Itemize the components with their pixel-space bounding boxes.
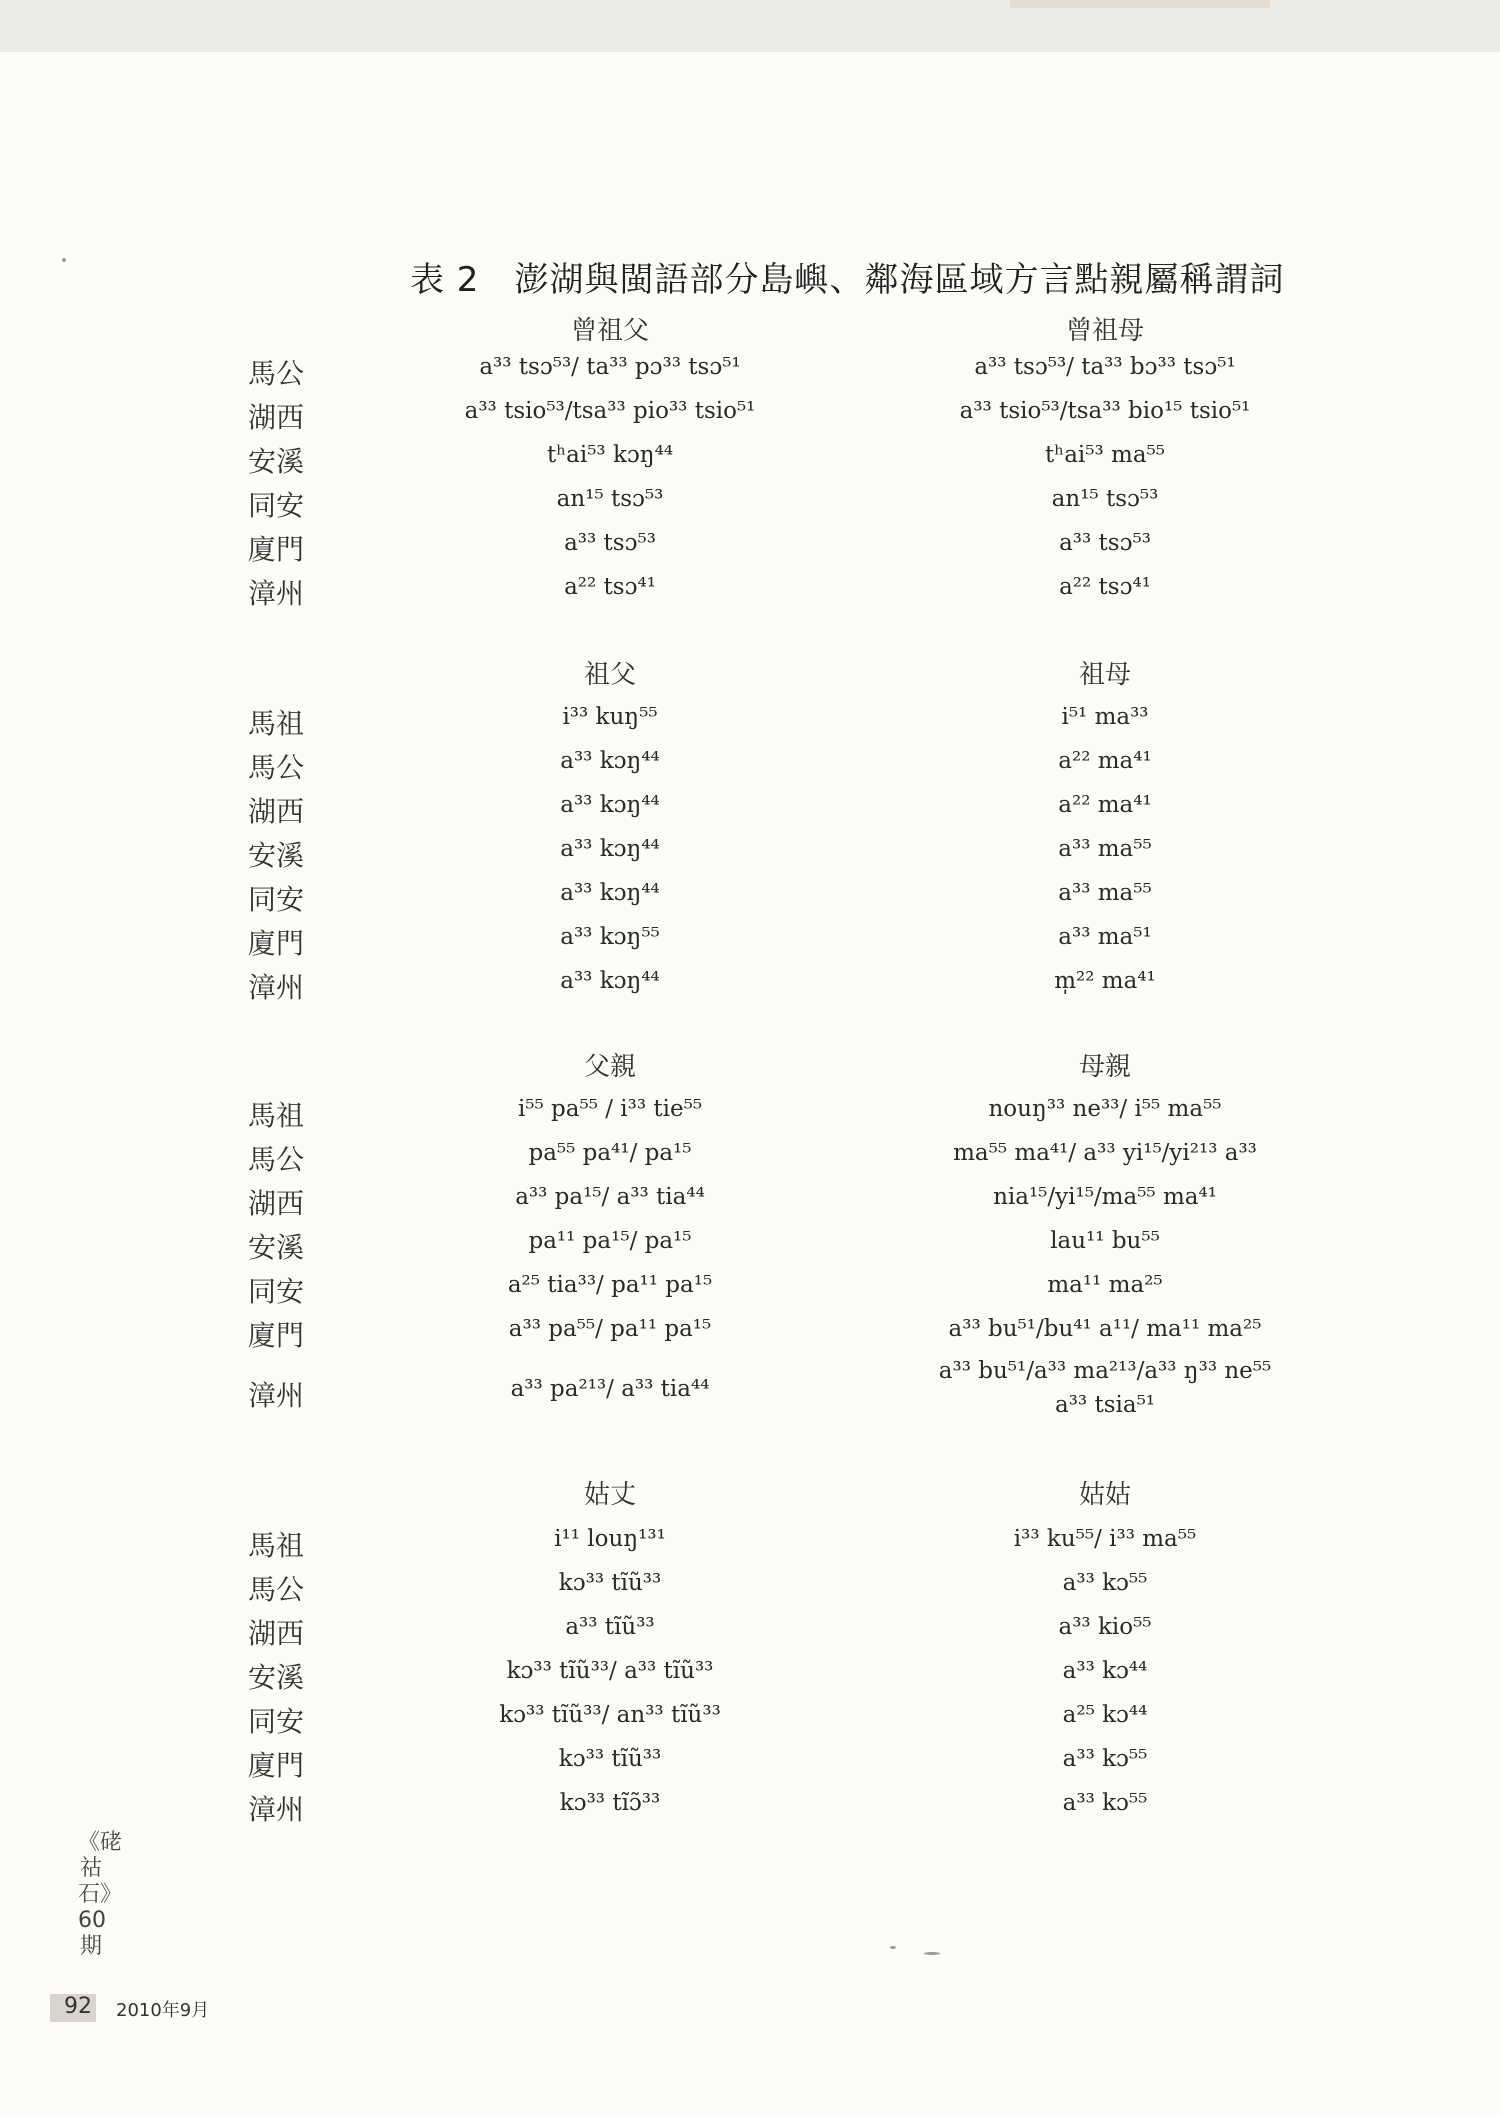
col-head-1: 父親 — [583, 1052, 637, 1082]
term-cell: a³³ bu⁵¹/a³³ ma²¹³/a³³ ŋ³³ ne⁵⁵ — [938, 1358, 1272, 1384]
term-cell-continued: a³³ tsia⁵¹ — [1054, 1392, 1156, 1418]
term-cell: a²⁵ kɔ⁴⁴ — [1062, 1702, 1148, 1728]
term-cell: tʰai⁵³ ma⁵⁵ — [1045, 442, 1165, 468]
place-name: 同安 — [248, 489, 305, 522]
table-row — [0, 1314, 1500, 1358]
table-row — [0, 1612, 1500, 1656]
place-name: 湖西 — [248, 1187, 305, 1220]
table-row — [0, 1182, 1500, 1226]
place-name: 馬祖 — [248, 707, 305, 740]
place-name: 廈門 — [248, 1749, 305, 1782]
term-cell: pa¹¹ pa¹⁵/ pa¹⁵ — [528, 1228, 692, 1254]
term-cell: a³³ tsɔ⁵³/ ta³³ pɔ³³ tsɔ⁵¹ — [479, 354, 741, 380]
table-row — [0, 1358, 1500, 1446]
term-cell: a²² tsɔ⁴¹ — [1059, 574, 1151, 600]
col-head-2: 祖母 — [1078, 660, 1132, 690]
term-cell: a²² ma⁴¹ — [1058, 748, 1152, 774]
term-cell: a³³ tsɔ⁵³ — [564, 530, 656, 556]
journal-sidebar: 《硓祜石》60期 — [78, 1830, 123, 1959]
top-scan-band — [0, 0, 1500, 52]
term-cell: a³³ kɔ⁵⁵ — [1062, 1570, 1148, 1596]
place-name: 漳州 — [248, 1793, 305, 1826]
place-name: 同安 — [248, 1275, 305, 1308]
term-cell: an¹⁵ tsɔ⁵³ — [556, 486, 664, 512]
table-row — [0, 834, 1500, 878]
term-cell: ma¹¹ ma²⁵ — [1047, 1272, 1163, 1298]
term-cell: a³³ kɔŋ⁴⁴ — [560, 792, 660, 818]
term-cell: a²² tsɔ⁴¹ — [564, 574, 656, 600]
term-cell: lau¹¹ bu⁵⁵ — [1050, 1228, 1160, 1254]
term-cell: i⁵¹ ma³³ — [1061, 704, 1149, 730]
table-row — [0, 528, 1500, 572]
table-row — [0, 746, 1500, 790]
term-cell: tʰai⁵³ kɔŋ⁴⁴ — [546, 442, 674, 468]
issue-date: 2010年9月 — [116, 2000, 210, 2021]
term-cell: kɔ³³ tĩɔ̃³³ — [559, 1790, 661, 1816]
table-row — [0, 396, 1500, 440]
place-name: 漳州 — [248, 1379, 305, 1412]
table-row — [0, 790, 1500, 834]
col-head-1: 曾祖父 — [570, 316, 650, 346]
scan-speck — [62, 258, 66, 262]
table-row — [0, 352, 1500, 396]
place-name: 安溪 — [248, 445, 305, 478]
term-cell: a²⁵ tia³³/ pa¹¹ pa¹⁵ — [507, 1272, 713, 1298]
table-row — [0, 1744, 1500, 1788]
place-name: 馬公 — [248, 1143, 305, 1176]
place-name: 馬公 — [248, 357, 305, 390]
table-title: 表 2 澎湖與閩語部分島嶼、鄰海區域方言點親屬稱謂詞 — [410, 260, 1285, 300]
place-name: 馬祖 — [248, 1529, 305, 1562]
table-row — [0, 1700, 1500, 1744]
table-row — [0, 922, 1500, 966]
term-cell: a³³ bu⁵¹/bu⁴¹ a¹¹/ ma¹¹ ma²⁵ — [948, 1316, 1262, 1342]
term-cell: kɔ³³ tĩũ³³/ an³³ tĩũ³³ — [499, 1702, 721, 1728]
table-row — [0, 878, 1500, 922]
table-row — [0, 1656, 1500, 1700]
place-name: 同安 — [248, 1705, 305, 1738]
term-cell: a³³ tsio⁵³/tsa³³ pio³³ tsio⁵¹ — [464, 398, 756, 424]
term-cell: pa⁵⁵ pa⁴¹/ pa¹⁵ — [528, 1140, 692, 1166]
place-name: 安溪 — [248, 1661, 305, 1694]
table-row — [0, 702, 1500, 746]
term-cell: nouŋ³³ ne³³/ i⁵⁵ ma⁵⁵ — [988, 1096, 1222, 1122]
term-cell: kɔ³³ tĩũ³³ — [558, 1570, 662, 1596]
term-cell: a³³ kɔŋ⁴⁴ — [560, 880, 660, 906]
term-cell: i³³ ku⁵⁵/ i³³ ma⁵⁵ — [1013, 1526, 1197, 1552]
term-cell: a³³ kio⁵⁵ — [1058, 1614, 1152, 1640]
term-cell: a³³ kɔŋ⁴⁴ — [560, 748, 660, 774]
place-name: 湖西 — [248, 401, 305, 434]
term-cell: a³³ kɔŋ⁴⁴ — [560, 836, 660, 862]
col-head-1: 姑丈 — [583, 1480, 637, 1510]
col-head-2: 曾祖母 — [1065, 316, 1145, 346]
term-cell: a³³ kɔ⁵⁵ — [1062, 1790, 1148, 1816]
term-cell: a³³ ma⁵⁵ — [1058, 880, 1152, 906]
scan-speck — [890, 1946, 896, 1949]
page-number: 92 — [64, 1994, 92, 2019]
table-row — [0, 572, 1500, 616]
term-cell: nia¹⁵/yi¹⁵/ma⁵⁵ ma⁴¹ — [993, 1184, 1217, 1210]
term-cell: ma⁵⁵ ma⁴¹/ a³³ yi¹⁵/yi²¹³ a³³ — [953, 1140, 1257, 1166]
term-cell: a³³ kɔŋ⁴⁴ — [560, 968, 660, 994]
term-cell: a³³ pa²¹³/ a³³ tia⁴⁴ — [510, 1376, 710, 1402]
place-name: 湖西 — [248, 795, 305, 828]
term-cell: m̩²² ma⁴¹ — [1054, 968, 1156, 994]
scan-speck — [924, 1952, 940, 1955]
table-row — [0, 966, 1500, 1010]
term-cell: a³³ ma⁵¹ — [1058, 924, 1152, 950]
col-head-2: 母親 — [1078, 1052, 1132, 1082]
place-name: 漳州 — [248, 577, 305, 610]
term-cell: a³³ tsio⁵³/tsa³³ bio¹⁵ tsio⁵¹ — [959, 398, 1251, 424]
term-cell: an¹⁵ tsɔ⁵³ — [1051, 486, 1159, 512]
term-cell: i³³ kuŋ⁵⁵ — [562, 704, 658, 730]
term-cell: a³³ ma⁵⁵ — [1058, 836, 1152, 862]
term-cell: kɔ³³ tĩũ³³ — [558, 1746, 662, 1772]
term-cell: a³³ pa¹⁵/ a³³ tia⁴⁴ — [515, 1184, 705, 1210]
table-row — [0, 1138, 1500, 1182]
place-name: 廈門 — [248, 927, 305, 960]
term-cell: i¹¹ louŋ¹³¹ — [554, 1526, 666, 1552]
place-name: 安溪 — [248, 839, 305, 872]
top-bleed-mark — [1010, 0, 1270, 8]
term-cell: a³³ kɔ⁵⁵ — [1062, 1746, 1148, 1772]
place-name: 廈門 — [248, 533, 305, 566]
table-row — [0, 1094, 1500, 1138]
term-cell: a³³ kɔ⁴⁴ — [1062, 1658, 1148, 1684]
term-cell: a³³ tsɔ⁵³ — [1059, 530, 1151, 556]
term-cell: a³³ tsɔ⁵³/ ta³³ bɔ³³ tsɔ⁵¹ — [974, 354, 1236, 380]
col-head-1: 祖父 — [583, 660, 637, 690]
col-head-2: 姑姑 — [1078, 1480, 1132, 1510]
table-row — [0, 440, 1500, 484]
term-cell: a³³ tĩũ³³ — [565, 1614, 655, 1640]
place-name: 安溪 — [248, 1231, 305, 1264]
term-cell: kɔ³³ tĩũ³³/ a³³ tĩũ³³ — [506, 1658, 714, 1684]
place-name: 廈門 — [248, 1319, 305, 1352]
term-cell: a³³ kɔŋ⁵⁵ — [560, 924, 660, 950]
place-name: 漳州 — [248, 971, 305, 1004]
table-row — [0, 1568, 1500, 1612]
table-row — [0, 1788, 1500, 1832]
place-name: 湖西 — [248, 1617, 305, 1650]
table-row — [0, 1270, 1500, 1314]
term-cell: i⁵⁵ pa⁵⁵ / i³³ tie⁵⁵ — [517, 1096, 703, 1122]
table-row — [0, 484, 1500, 528]
term-cell: a³³ pa⁵⁵/ pa¹¹ pa¹⁵ — [508, 1316, 712, 1342]
place-name: 馬公 — [248, 1573, 305, 1606]
table-row — [0, 1524, 1500, 1568]
page-footer — [50, 1994, 350, 2022]
term-cell: a²² ma⁴¹ — [1058, 792, 1152, 818]
table-row — [0, 1226, 1500, 1270]
place-name: 同安 — [248, 883, 305, 916]
place-name: 馬公 — [248, 751, 305, 784]
place-name: 馬祖 — [248, 1099, 305, 1132]
